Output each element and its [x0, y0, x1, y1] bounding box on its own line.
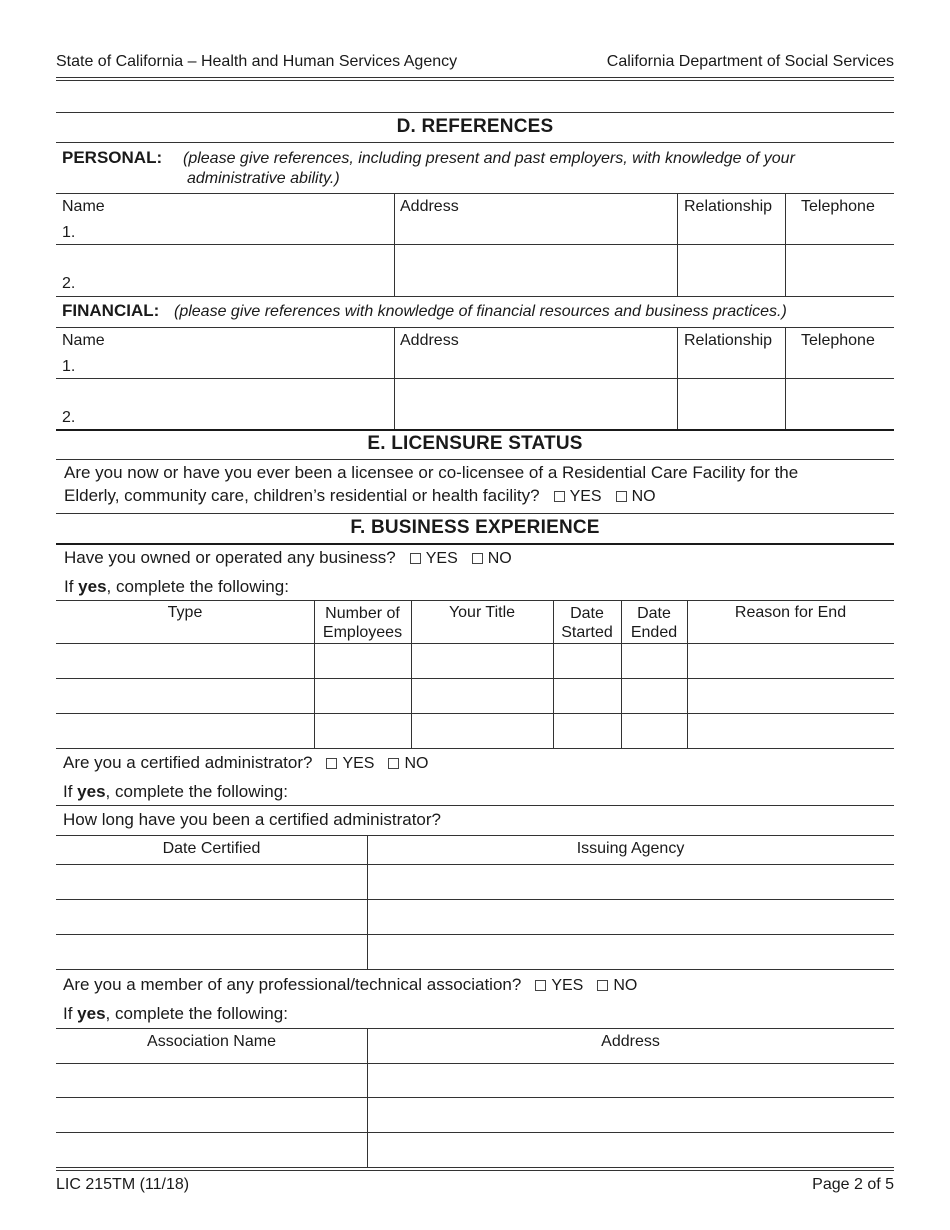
footer-rule [56, 1167, 894, 1171]
business-col-started: Date Started [561, 605, 613, 641]
howlong-question: How long have you been a certified administrator? [63, 810, 441, 829]
howlong-top-rule [56, 805, 894, 806]
owned-yes-label: YES [425, 550, 458, 567]
licensure-question-line-1: Are you now or have you ever been a licensee or co-licensee of a Residential Care Facility for the [64, 463, 799, 482]
personal-col-address: Address [400, 198, 459, 215]
section-d-title-rule [56, 142, 894, 143]
financial-row-2-number: 2. [62, 409, 76, 426]
financial-note: (please give references with knowledge of financial resources and business practices.) [174, 303, 787, 320]
owned-no-checkbox[interactable] [472, 553, 483, 564]
assoc-col-name: Association Name [147, 1033, 276, 1050]
section-f-title-rule [56, 543, 894, 545]
personal-vline-2 [677, 193, 678, 296]
licensure-question-text: Elderly, community care, children’s residential or health facility? [64, 486, 540, 505]
business-table-bottom [56, 748, 894, 749]
business-col-ended: Date Ended [630, 605, 678, 641]
member-no-label: NO [613, 977, 638, 994]
assoc-row-line-3 [56, 1132, 894, 1133]
personal-row-1-number: 1. [62, 224, 76, 241]
section-f-top-rule [56, 513, 894, 514]
personal-row-2-number: 2. [62, 275, 76, 292]
business-vline-2 [411, 600, 412, 748]
cert-row-line-2 [56, 899, 894, 900]
personal-vline-1 [394, 193, 395, 296]
footer-page-number: Page 2 of 5 [812, 1176, 894, 1193]
business-col-title: Your Title [448, 604, 516, 621]
footer-form-number: LIC 215TM (11/18) [56, 1176, 190, 1193]
certified-text: Are you a certified administrator? [63, 753, 313, 772]
licensure-no-checkbox[interactable] [616, 491, 627, 502]
personal-label: PERSONAL: [62, 148, 163, 167]
financial-table-top [56, 327, 894, 328]
licensure-question-line-2 [64, 486, 656, 506]
business-row-line-3 [56, 713, 894, 714]
assoc-row-line-1 [56, 1063, 894, 1064]
cert-row-line-3 [56, 934, 894, 935]
licensure-yes-label: YES [569, 488, 602, 505]
cert-row-line-1 [56, 864, 894, 865]
financial-col-address: Address [400, 332, 459, 349]
business-vline-3 [553, 600, 554, 748]
financial-col-telephone: Telephone [801, 332, 875, 349]
financial-row-1-number: 1. [62, 358, 76, 375]
personal-note-2: administrative ability.) [187, 170, 340, 187]
personal-table-bottom [56, 296, 894, 297]
if-yes-instruction-1: If yes, complete the following: [64, 577, 289, 596]
member-question [63, 975, 637, 995]
licensure-yes-checkbox[interactable] [554, 491, 565, 502]
business-col-employees: Number of Employees [322, 605, 403, 641]
financial-col-name: Name [62, 332, 105, 349]
personal-col-name: Name [62, 198, 105, 215]
certified-no-label: NO [404, 755, 429, 772]
cert-table-top [56, 835, 894, 836]
section-e-top-rule [56, 429, 894, 431]
business-vline-1 [314, 600, 315, 748]
owned-no-label: NO [487, 550, 512, 567]
cert-col-date: Date Certified [162, 840, 261, 857]
member-yes-checkbox[interactable] [535, 980, 546, 991]
section-e-title-rule [56, 459, 894, 460]
header-rule [56, 77, 894, 81]
personal-col-relationship: Relationship [684, 198, 773, 215]
financial-vline-1 [394, 327, 395, 430]
financial-col-relationship: Relationship [684, 332, 773, 349]
business-row-line-1 [56, 643, 894, 644]
personal-row-divider [56, 244, 894, 245]
if-yes-instruction-2: If yes, complete the following: [63, 782, 288, 801]
cert-table-bottom [56, 969, 894, 970]
assoc-vline [367, 1028, 368, 1168]
licensure-no-label: NO [631, 488, 656, 505]
business-col-type: Type [167, 604, 203, 621]
section-e-title: E. LICENSURE STATUS [367, 433, 583, 454]
business-vline-5 [687, 600, 688, 748]
cert-col-agency: Issuing Agency [576, 840, 685, 857]
certified-question [63, 753, 428, 773]
owned-business-question [64, 548, 512, 568]
certified-yes-label: YES [342, 755, 375, 772]
business-row-line-2 [56, 678, 894, 679]
business-table-top [56, 600, 894, 601]
member-yes-label: YES [551, 977, 584, 994]
if-yes-instruction-3: If yes, complete the following: [63, 1004, 288, 1023]
section-d-title: D. REFERENCES [396, 116, 554, 137]
business-vline-4 [621, 600, 622, 748]
cert-vline [367, 835, 368, 969]
owned-business-text: Have you owned or operated any business? [64, 548, 396, 567]
header-department: California Department of Social Services [606, 53, 894, 70]
section-f-title: F. BUSINESS EXPERIENCE [350, 517, 600, 538]
assoc-table-top [56, 1028, 894, 1029]
financial-label: FINANCIAL: [62, 301, 160, 320]
certified-no-checkbox[interactable] [388, 758, 399, 769]
member-no-checkbox[interactable] [597, 980, 608, 991]
personal-note-1: (please give references, including present and past employers, with knowledge of your [183, 150, 795, 167]
financial-vline-3 [785, 327, 786, 430]
personal-vline-3 [785, 193, 786, 296]
assoc-col-address: Address [601, 1033, 660, 1050]
section-d-top-rule [56, 112, 894, 113]
financial-row-divider [56, 378, 894, 379]
member-text: Are you a member of any professional/technical association? [63, 975, 522, 994]
business-col-reason: Reason for End [734, 604, 847, 621]
certified-yes-checkbox[interactable] [326, 758, 337, 769]
assoc-row-line-2 [56, 1097, 894, 1098]
header-agency: State of California – Health and Human Services Agency [56, 53, 458, 70]
financial-vline-2 [677, 327, 678, 430]
personal-col-telephone: Telephone [801, 198, 875, 215]
personal-table-top [56, 193, 894, 194]
owned-yes-checkbox[interactable] [410, 553, 421, 564]
